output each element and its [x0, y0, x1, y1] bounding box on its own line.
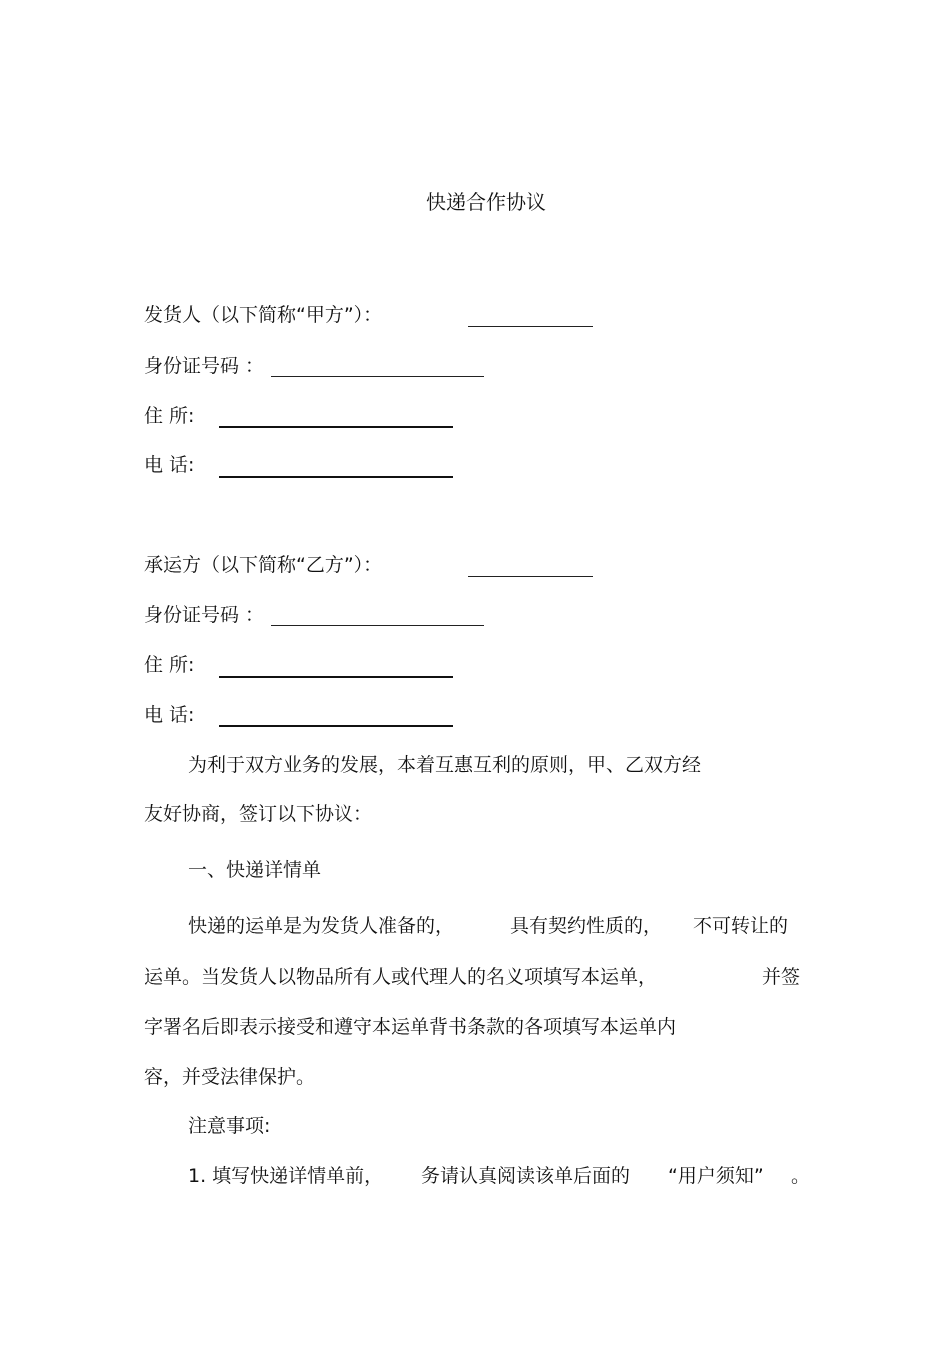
para-1-line-4: 容，并受法律保护。 — [144, 1066, 316, 1088]
party-a-name-blank — [468, 326, 593, 327]
note-1-part-d: 。 — [791, 1165, 811, 1187]
party-a-label: 发货人（以下简称“甲方”）： — [144, 304, 383, 326]
party-a-id-blank — [271, 376, 484, 377]
party-b-phone-blank — [219, 725, 453, 727]
intro-line-2: 友好协商，签订以下协议： — [144, 803, 373, 825]
para-1-line-2a: 运单。当发货人以物品所有人或代理人的名义项填写本运单， — [144, 966, 658, 988]
party-b-address-blank — [219, 676, 453, 678]
party-a-address-blank — [219, 426, 453, 428]
party-a-id-label: 身份证号码 ： — [144, 355, 265, 377]
party-b-name-blank — [468, 576, 593, 577]
party-a-address-label: 住 所: — [144, 405, 195, 427]
party-a-phone-label: 电 话: — [144, 454, 195, 476]
party-b-phone-label: 电 话: — [144, 704, 195, 726]
intro-line-1: 为利于双方业务的发展，本着互惠互利的原则，甲、乙双方经 — [188, 754, 702, 776]
para-1-line-3: 字署名后即表示接受和遵守本运单背书条款的各项填写本运单内 — [144, 1016, 677, 1038]
document-title: 快递合作协议 — [426, 190, 546, 214]
para-1-line-1c: 不可转让的 — [693, 915, 789, 937]
party-b-id-blank — [271, 625, 484, 626]
para-1-line-2b: 并签 — [762, 966, 801, 988]
note-1-part-a: 1. 填写快递详情单前， — [188, 1165, 384, 1187]
party-b-address-label: 住 所: — [144, 654, 195, 676]
note-1-part-c: “用户须知” — [668, 1165, 764, 1187]
notes-heading: 注意事项: — [188, 1115, 271, 1137]
para-1-line-1a: 快递的运单是为发货人准备的， — [188, 915, 455, 937]
note-1-part-b: 务请认真阅读该单后面的 — [421, 1165, 631, 1187]
section-1-heading: 一、快递详情单 — [188, 859, 322, 881]
party-b-label: 承运方（以下简称“乙方”）： — [144, 554, 383, 576]
party-a-phone-blank — [219, 476, 453, 478]
para-1-line-1b: 具有契约性质的， — [510, 915, 663, 937]
party-b-id-label: 身份证号码 ： — [144, 604, 265, 626]
